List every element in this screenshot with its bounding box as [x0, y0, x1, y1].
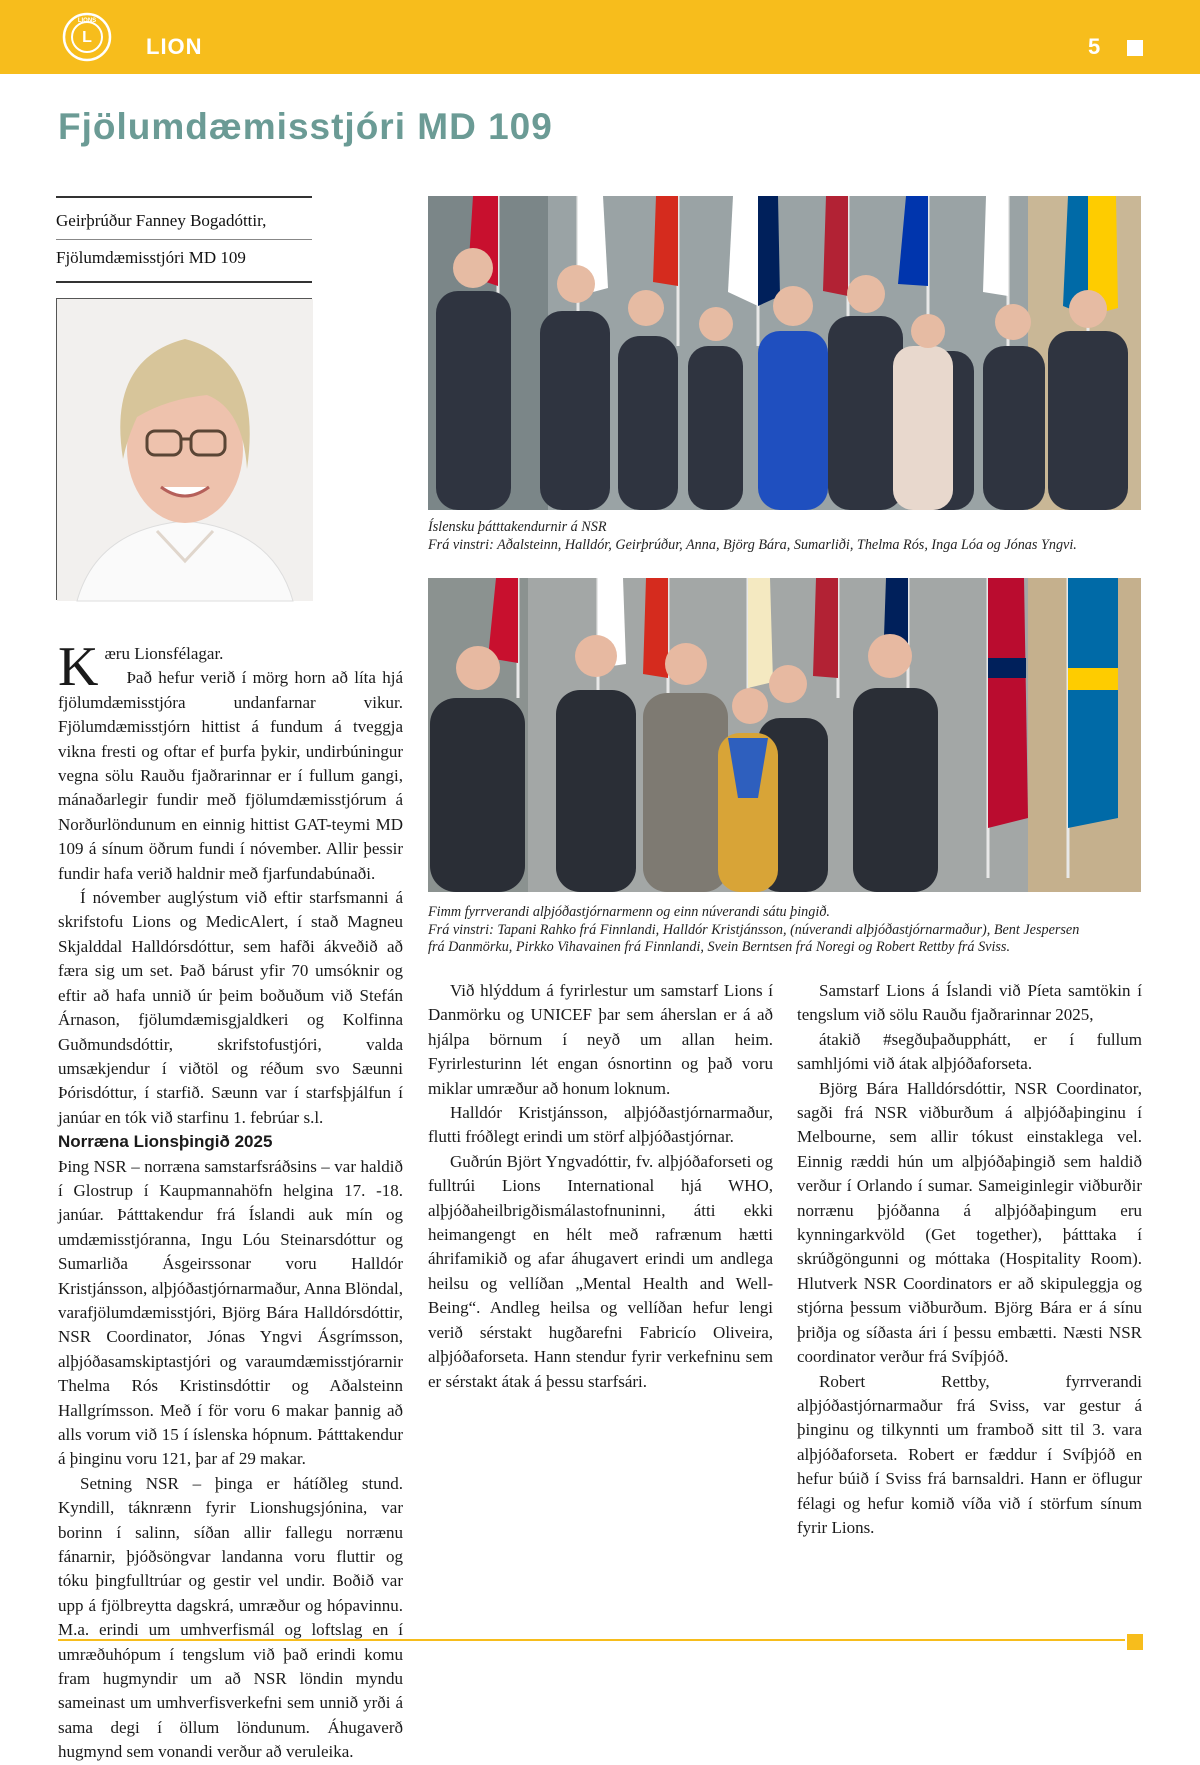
drop-cap: K — [58, 636, 99, 698]
text-column-1 — [58, 636, 403, 1765]
text-column-2 — [428, 979, 773, 1394]
author-role: Fjölumdæmisstjóri MD 109 — [56, 248, 246, 267]
paragraph-3: Þing NSR – norræna samstarfsráðsins – var haldið í Glostrup í Kaupmannahöfn helgina 17. -18. janúar. Þátttakendur frá Íslandi auk mín og umdæmisstjóranna, Ingu Lóu Steinarsdóttur og Sumarliða Ásgeirssonar voru Halldór Kristjánsson, alþjóðastjórnarmaður, Anna Blöndal, varafjölumdæmisstjóri, Björg Bára Halldórsdóttir, NSR Coordinator, Jónas Yngvi Ásgrímsson, alþjóðasamskiptastjóri og varaumdæmisstjórarnir Thelma Rós Kristinsdóttir og Aðalsteinn Hallgrímsson. Með í för voru 6 makar þannig að alls vorum við 15 í íslenska hópnum. Þátttakendur á þinginu voru 121, þar af 29 makar. — [58, 1156, 403, 1469]
lions-logo-icon — [62, 12, 112, 62]
page-number: 5 — [1088, 34, 1101, 59]
photo2-caption — [428, 904, 1079, 957]
paragraph-8: Samstarf Lions á Íslandi við Píeta samtökin í tengslum við sölu Rauðu fjaðrarinnar 2025, — [797, 981, 1142, 1025]
photo1-caption-names: Frá vinstri: Aðalsteinn, Halldór, Geirþrúður, Anna, Björg Bára, Sumarliði, Thelma Rós, Inga Lóa og Jónas Yngvi. — [428, 536, 1077, 553]
magazine-brand: LION — [146, 34, 203, 59]
paragraph-2: Í nóvember auglýstum við eftir starfsmanni á skrifstofu Lions og MedicAlert, í stað Magneu Skjalddal Halldórsdóttur, sem hafði ákveðið að færa sig um set. Það bárust yfir 70 umsóknir og eftir að hafa unnið úr þeim boðuðum við Stefán Árnason, fjölumdæmisgjaldkeri og Kolfinna Guðmundsdóttir, skrifstofustjóri, valda umsækjendur í viðtöl og réðum svo Sæunni Þórisdóttur, í starfið. Sæunn var í starfsþjálfun í janúar en tók við starfinu 1. febrúar s.l. — [58, 888, 403, 1127]
paragraph-11: Robert Rettby, fyrrverandi alþjóðastjórnarmaður frá Sviss, var gestur á þinginu og tilkynnti um framboð sitt til 3. vara alþjóðaforseta. Robert er fæddur í Svíþjóð en hefur búið í Sviss frá barnsaldri. Hann er öflugur félagi og hefur komið víða við í störfum sínum fyrir Lions. — [797, 1371, 1142, 1537]
svg-text:L: L — [82, 29, 92, 46]
header-band — [0, 0, 1200, 74]
section-heading: Norræna Lionsþingið 2025 — [58, 1132, 273, 1152]
photo2-caption-names: Frá vinstri: Tapani Rahko frá Finnlandi, Halldór Kristjánsson, (núverandi alþjóðastjórnarmaður), Bent Jespersen — [428, 921, 1080, 938]
paragraph-6: Halldór Kristjánsson, alþjóðastjórnarmaður, flutti fróðlegt erindi um störf alþjóðastjórnar. — [428, 1103, 773, 1147]
article-title: Fjölumdæmisstjóri MD 109 — [58, 106, 553, 147]
paragraph-7: Guðrún Björt Yngvadóttir, fv. alþjóðaforseti og fulltrúi Lions International hjá WHO, alþjóðaheilbrigðismálastofnuninni, átti ekki heimangengt en hélt með rafrænum hætti áhrifamikið og afar áhugavert erindi um andlega heilsu og vellíðan „Mental Health and Well-Being“. Andleg heilsa og vellíðan hefur lengi verið sérstakt hugðarefni Fabricío Oliveira, alþjóðaforseta. Hann stendur fyrir verkefninu sem er sérstakt átak á þessu starfsári. — [428, 1151, 773, 1391]
page-marker — [1127, 40, 1143, 56]
footer-marker — [1127, 1634, 1143, 1650]
greeting: æru Lionsfélagar. — [104, 644, 224, 663]
paragraph-5: Við hlýddum á fyrirlestur um samstarf Lions í Danmörku og UNICEF þar sem áherslan er á að hjálpa börnum í neyð um allan heim. Fyrirlesturinn lét engan ósnortinn og það voru miklar umræður að honum loknum. — [428, 981, 773, 1098]
paragraph-10: Björg Bára Halldórsdóttir, NSR Coordinator, sagði frá NSR viðburðum á alþjóðaþinginu í Melbourne, sem allir tókust einstaklega vel. Einnig ræddi hún um alþjóðaþingið sem haldið verður í Orlando í sumar. Sameiginlegir viðburðir norrænu þjóðanna á alþjóðaþingum eru kynningarkvöld (Get together), þátttaka í skrúðgöngunni og móttaka (Hospitality Room). Hlutverk NSR Coordinators er að skipuleggja og stjórna þessum viðburðum. Björg Bára er á sínu þriðja og síðasta ári í þessu embætti. Næsti NSR coordinator verður frá Svíþjóð. — [797, 1078, 1142, 1367]
group-photo-icelandic-participants — [428, 196, 1141, 510]
text-column-3 — [797, 979, 1142, 1540]
photo2-caption-names-cont: frá Danmörku, Pirkko Vihavainen frá Finnlandi, Svein Berntsen frá Noregi og Robert Rettby frá Sviss. — [428, 939, 1010, 955]
svg-text:LIONS: LIONS — [77, 18, 97, 24]
paragraph-1: Það hefur verið í mörg horn að líta hjá fjölumdæmisstjóra undanfarnar vikur. Fjölumdæmisstjórn hittist á fundum á tveggja vikna fresti og oftar ef þurfa þykir, undirbúningur vegna sölu Rauðu fjaðrarinnar er í fullum gangi, mánaðarlegir fundir með fjölumdæmisstjórum á Norðurlöndunum en einnig hittist GAT-teymi MD 109 á sínum öðrum fundi í nóvember. Allir þessir fundir hafa verið haldnir með fjarfundabúnaði. — [58, 668, 403, 883]
group-photo-international-directors — [428, 578, 1141, 892]
footer-rule — [58, 1639, 1125, 1641]
photo2-caption-title: Fimm fyrrverandi alþjóðastjórnarmenn og einn núverandi sátu þingið. — [428, 904, 830, 920]
author-portrait — [56, 298, 312, 600]
author-name: Geirþrúður Fanney Bogadóttir, — [56, 203, 312, 240]
paragraph-9: átakið #segðuþaðupphátt, er í fullum samhljómi við átak alþjóðaforseta. — [797, 1029, 1142, 1074]
photo1-caption-title: Íslensku þátttakendurnir á NSR — [428, 519, 607, 535]
paragraph-4: Setning NSR – þinga er hátíðleg stund. Kyndill, táknrænn fyrir Lionshugsjónina, var borinn í salinn, síðan allir fallegu norrænu fánarnir, þjóðsöngvar landanna voru fluttir og tóku þingfulltrúar og gestir vel undir. Boðið var upp á fjölbreytta dagskrá, umræður og hópavinnu. M.a. erindi um umhverfismál og loftslag en í umræðuhópum í tengslum við það erindi komu fram hugmyndir um að NSR löndin myndu sameinast um umhverfisverkefni sem unnið yrði á sama degi í öllum löndunum. Áhugaverð hugmynd sem vonandi verður að veruleika. — [58, 1473, 403, 1762]
author-block — [56, 196, 312, 283]
photo1-caption — [428, 519, 1077, 554]
